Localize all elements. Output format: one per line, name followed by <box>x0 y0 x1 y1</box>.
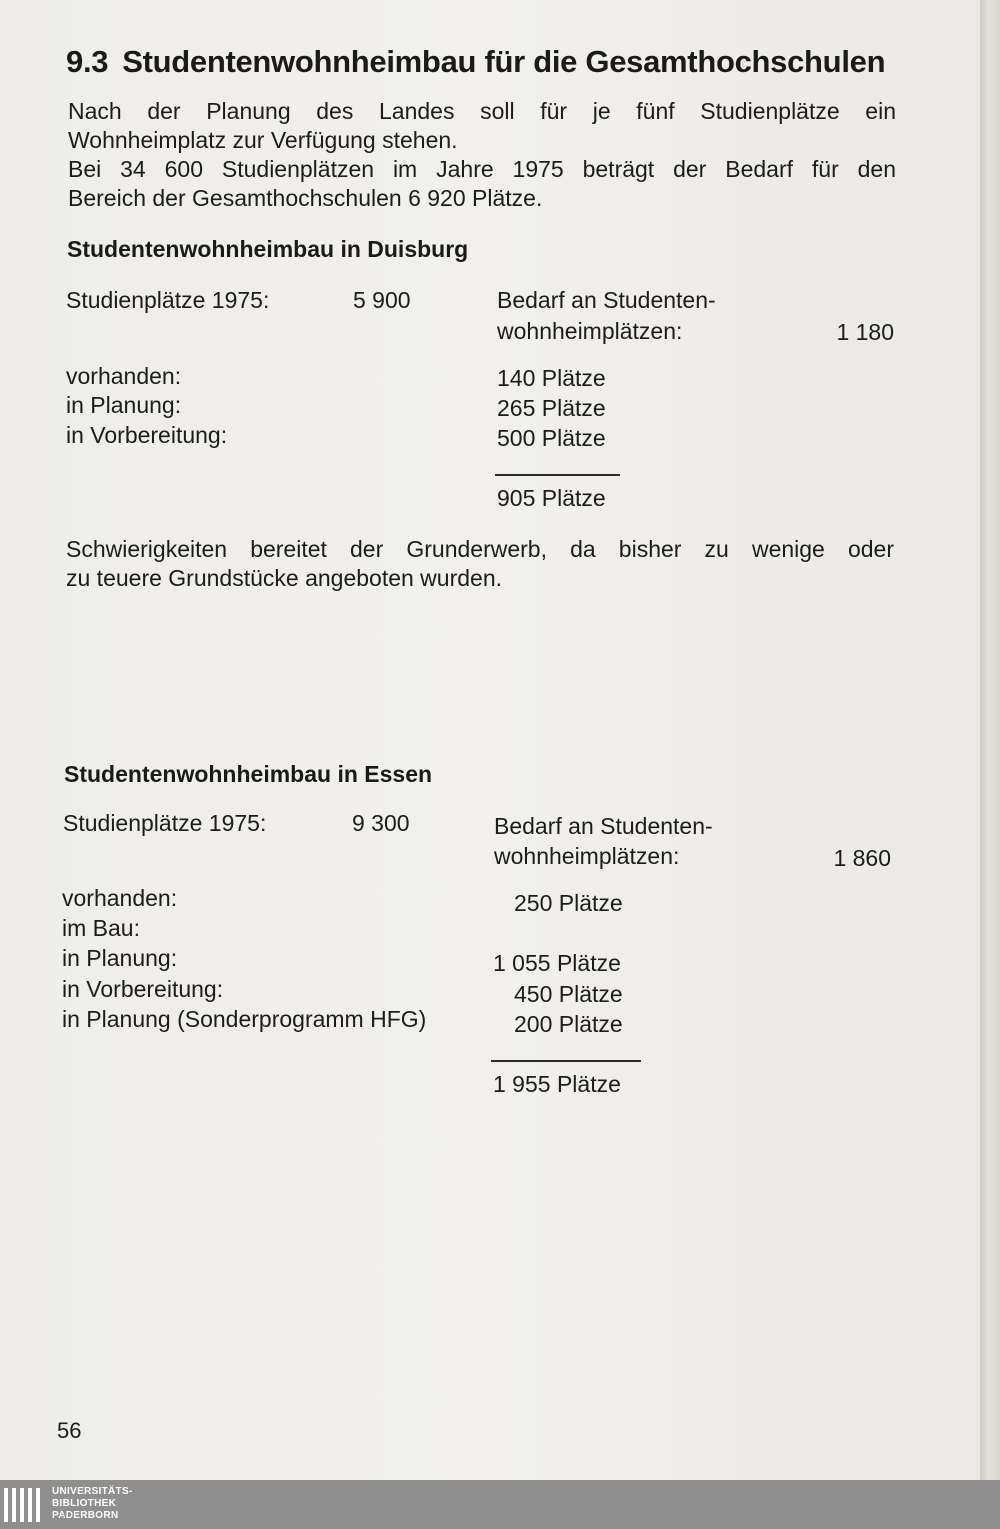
library-footer <box>0 1480 1000 1529</box>
duisburg-heading: Studentenwohnheimbau in Duisburg <box>67 236 469 262</box>
essen-bedarf-label: Bedarf an Studenten- <box>494 813 713 839</box>
essen-row-value: 450 Plätze <box>514 981 623 1007</box>
essen-row-label: in Vorbereitung: <box>62 976 224 1002</box>
essen-row-label: in Planung (Sonderprogramm HFG) <box>62 1006 427 1032</box>
intro-line: Nach der Planung des Landes soll für je fünf Studienplätze ein <box>68 98 896 124</box>
duisburg-sum-rule <box>495 474 620 476</box>
section-title <box>66 44 885 80</box>
essen-studienplaetze-label: Studienplätze 1975: <box>63 810 267 836</box>
essen-row-label: im Bau: <box>62 915 140 941</box>
logo-line: BIBLIOTHEK <box>52 1498 117 1509</box>
essen-row-label: vorhanden: <box>62 885 178 911</box>
page-number: 56 <box>57 1418 82 1443</box>
duisburg-note-line: zu teuere Grundstücke angeboten wurden. <box>66 565 503 591</box>
duisburg-row-label: in Vorbereitung: <box>66 422 228 448</box>
essen-bedarf-label-cont: wohnheimplätzen: <box>494 843 680 869</box>
logo-line: PADERBORN <box>52 1510 119 1521</box>
duisburg-note <box>66 535 894 593</box>
intro-line: Wohnheimplatz zur Verfügung stehen. <box>68 127 458 153</box>
duisburg-total: 905 Plätze <box>497 485 606 511</box>
intro-line: Bereich der Gesamthochschulen 6 920 Plätze. <box>68 185 543 211</box>
duisburg-row-value: 265 Plätze <box>497 395 606 421</box>
duisburg-note-line: Schwierigkeiten bereitet der Grunderwerb, da bisher zu wenige oder <box>66 536 894 562</box>
duisburg-row-label: in Planung: <box>66 392 182 418</box>
essen-row-value: 1 055 Plätze <box>493 950 621 976</box>
duisburg-row-label: vorhanden: <box>66 363 182 389</box>
essen-studienplaetze-value: 9 300 <box>352 810 410 836</box>
intro-paragraph <box>68 97 896 213</box>
duisburg-bedarf-label-cont: wohnheimplätzen: <box>497 318 683 344</box>
intro-line: Bei 34 600 Studienplätzen im Jahre 1975 beträgt der Bedarf für den <box>68 156 896 182</box>
logo-line: UNIVERSITÄTS- <box>52 1486 133 1497</box>
essen-sum-rule <box>491 1060 641 1062</box>
duisburg-bedarf-value: 1 180 <box>836 319 894 345</box>
essen-bedarf-value: 1 860 <box>833 845 891 871</box>
page-edge <box>980 0 1000 1480</box>
duisburg-studienplaetze-label: Studienplätze 1975: <box>66 287 270 313</box>
essen-heading: Studentenwohnheimbau in Essen <box>64 761 433 787</box>
section-number: 9.3 <box>66 44 109 79</box>
duisburg-row-value: 140 Plätze <box>497 365 606 391</box>
essen-total: 1 955 Plätze <box>493 1071 621 1097</box>
library-logo-icon <box>4 1488 44 1522</box>
essen-row-label: in Planung: <box>62 945 178 971</box>
essen-row-value: 200 Plätze <box>514 1011 623 1037</box>
duisburg-studienplaetze-value: 5 900 <box>353 287 411 313</box>
library-logo-text <box>52 1486 133 1522</box>
section-title-text: Studentenwohnheimbau für die Gesamthochschulen <box>122 44 886 79</box>
duisburg-row-value: 500 Plätze <box>497 425 606 451</box>
duisburg-bedarf-label: Bedarf an Studenten- <box>497 287 716 313</box>
essen-row-value: 250 Plätze <box>514 890 623 916</box>
